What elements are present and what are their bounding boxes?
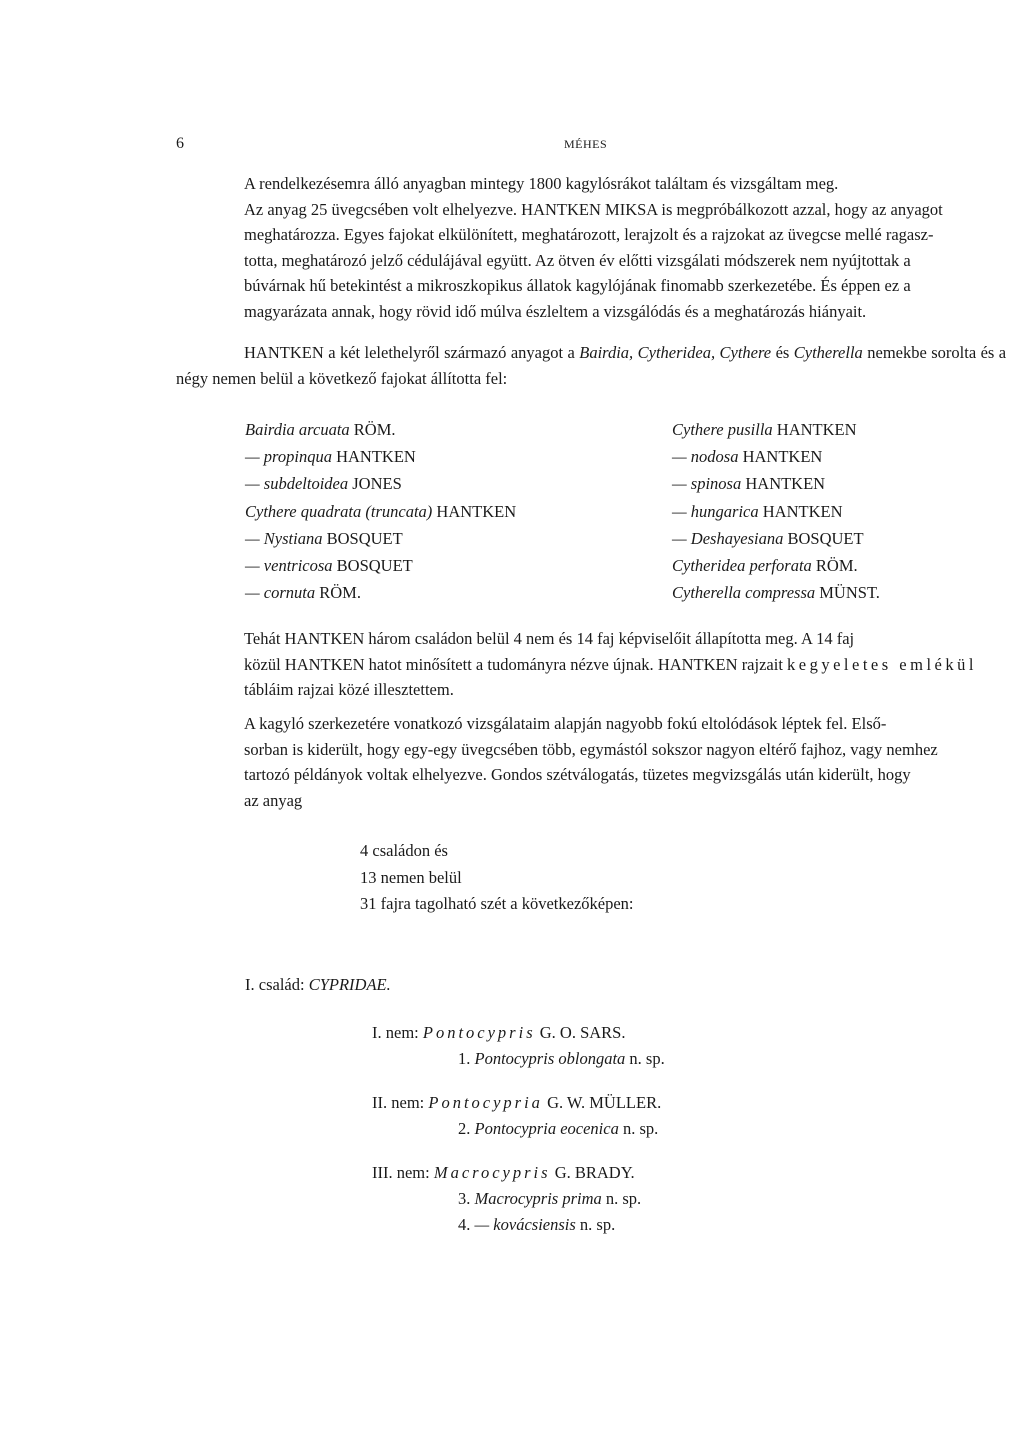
paragraph-4: [176, 711, 1006, 813]
species-suffix: n. sp.: [629, 1049, 665, 1068]
text-span: Tehát: [244, 629, 281, 648]
text-span: hatot minősített a tudományra nézve újnak.: [368, 654, 654, 674]
species-entry: [672, 525, 880, 552]
species-line: [372, 1212, 665, 1238]
text-line: Az anyag 25 üvegcsében volt elhelyezve. HANTKEN MIKSA is megpróbálkozott azzal, hogy az anyagot: [244, 199, 943, 219]
species-name: Bairdia arcuata: [245, 420, 350, 439]
species-name: Cythere pusilla: [672, 420, 773, 439]
spacer: [372, 1072, 665, 1090]
text-span: és: [775, 343, 790, 362]
species-suffix: n. sp.: [605, 1189, 642, 1208]
paragraph-3: [176, 626, 1006, 703]
species-entry: [245, 470, 516, 497]
species-name: — ventricosa: [245, 556, 333, 576]
summary-line: 13 nemen belül: [360, 867, 462, 887]
species-name: Cytherella compressa: [672, 583, 816, 603]
author-name: HANTKEN: [244, 343, 324, 362]
genus-author: G. O. SARS.: [539, 1023, 626, 1042]
genus-name: Pontocypria: [428, 1093, 543, 1112]
species-entry: [672, 470, 880, 497]
spaced-text: kegyeletes emlékül: [787, 654, 977, 674]
species-list-left: [245, 416, 516, 606]
author-name: HANTKEN: [284, 654, 365, 674]
species-entry: [672, 579, 880, 606]
species-author: JONES: [352, 474, 402, 494]
species-suffix: n. sp.: [622, 1119, 659, 1138]
author-name: HANTKEN: [657, 654, 738, 674]
summary-line: 4 családon és: [360, 841, 448, 860]
species-author: MÜNST.: [819, 583, 880, 603]
species-name: — cornuta: [245, 583, 316, 603]
species-number: 2.: [458, 1119, 471, 1138]
text-line: A rendelkezésemra álló anyagban mintegy 1800 kagylósrákot találtam és vizsgáltam meg.: [244, 174, 839, 193]
text-span: rajzait: [741, 654, 783, 674]
species-line: [372, 1186, 665, 1212]
family-name: CYPRIDAE.: [308, 975, 391, 994]
species-entry: [672, 443, 880, 470]
rank-label: II. nem:: [372, 1093, 425, 1112]
text-line: [176, 626, 1006, 652]
text-span: három családon belül 4 nem és 14 faj képviselőit állapította meg. A 14 faj: [368, 629, 855, 648]
species-author: HANTKEN: [762, 501, 843, 521]
species-author: HANTKEN: [742, 447, 823, 467]
text-line: sorban is kiderült, hogy egy-egy üvegcsében több, egymástól sokszor nagyon eltérő fajhoz, vagy nemhez: [244, 739, 938, 759]
species-entry: [672, 498, 880, 525]
paragraph-1: [176, 171, 1006, 325]
species-name: Cythere quadrata (truncata): [245, 501, 433, 521]
species-entry: [672, 552, 880, 579]
species-number: 3.: [458, 1189, 471, 1208]
species-entry: [245, 525, 516, 552]
species-entry: [672, 416, 880, 443]
species-author: HANTKEN: [436, 501, 517, 521]
genus-author: G. BRADY.: [554, 1163, 635, 1182]
family-label: I. család:: [245, 975, 305, 994]
species-author: HANTKEN: [745, 474, 826, 494]
genus-name: Macrocypris: [433, 1163, 551, 1182]
genus-heading: [372, 1090, 665, 1116]
species-suffix: n. sp.: [579, 1215, 616, 1234]
page-number: 6: [176, 135, 184, 152]
genus-heading: [372, 1020, 665, 1046]
running-head: MÉHES: [564, 137, 608, 151]
species-entry: [245, 579, 516, 606]
text-line: totta, meghatározó jelző cédulájával együtt. Az ötven év előtti vizsgálati módszerek nem nyújtottak a: [244, 250, 911, 270]
genus-name: Bairdia,: [579, 343, 634, 362]
text-line: az anyag: [244, 790, 303, 810]
species-entry: [245, 416, 516, 443]
species-entry: [245, 498, 516, 525]
text-line: tábláim rajzai közé illesztettem.: [244, 680, 454, 700]
summary-line: 31 fajra tagolható szét a következőképen:: [360, 894, 634, 913]
species-author: BOSQUET: [326, 528, 403, 548]
species-name: Pontocypris oblongata: [474, 1049, 626, 1068]
species-number: 4.: [458, 1215, 471, 1234]
species-name: — kovácsiensis: [474, 1215, 576, 1234]
taxa-list: [372, 1020, 665, 1238]
species-name: — Nystiana: [245, 528, 323, 548]
species-name: — propinqua: [245, 447, 332, 467]
spacer: [372, 1142, 665, 1160]
species-author: BOSQUET: [787, 528, 864, 548]
genus-name: Cythere: [719, 343, 772, 362]
species-author: HANTKEN: [336, 447, 416, 467]
genus-heading: [372, 1160, 665, 1186]
species-name: — Deshayesiana: [672, 528, 784, 548]
rank-label: I. nem:: [372, 1023, 419, 1042]
species-entry: [245, 552, 516, 579]
text-span: közül: [244, 654, 281, 674]
summary-block: [360, 838, 634, 918]
genus-name: Pontocypris: [422, 1023, 536, 1042]
species-name: Cytheridea perforata: [672, 556, 812, 576]
species-number: 1.: [458, 1049, 471, 1068]
species-name: — nodosa: [672, 447, 739, 467]
species-name: Macrocypris prima: [474, 1189, 602, 1208]
species-list-right: [672, 416, 880, 606]
text-line: meghatározza. Egyes fajokat elkülönített, meghatározott, lerajzolt és a rajzokat az üvegcse mellé ragasz-: [244, 225, 934, 245]
species-line: [372, 1116, 665, 1142]
rank-label: III. nem:: [372, 1163, 430, 1182]
species-name: — hungarica: [672, 501, 759, 521]
text-line: magyarázata annak, hogy rövid idő múlva észleltem a vizsgálódás és a meghatározás hiányait.: [244, 301, 867, 321]
species-name: — spinosa: [672, 474, 742, 494]
genus-name: Cytherella: [793, 343, 863, 362]
paragraph-2: [176, 340, 1006, 391]
text-line: [176, 652, 1006, 678]
species-name: — subdeltoidea: [245, 474, 349, 494]
family-heading: [245, 975, 391, 995]
species-entry: [245, 443, 516, 470]
genus-author: G. W. MÜLLER.: [547, 1093, 662, 1112]
species-line: [372, 1046, 665, 1072]
species-author: RÖM.: [319, 583, 361, 603]
text-line: tartozó példányok voltak elhelyezve. Gondos szétválogatás, tüzetes megvizsgálás után kiderült, hogy: [244, 765, 911, 785]
genus-name: Cytheridea,: [637, 343, 716, 362]
species-author: HANTKEN: [776, 420, 857, 439]
text-line: A kagyló szerkezetére vonatkozó vizsgálataim alapján nagyobb fokú eltolódások léptek fel. Első-: [244, 714, 887, 733]
text-span: nemekbe sorolta és a négy nemen belül a következő fajokat állította fel:: [176, 343, 1007, 388]
species-name: Pontocypria eocenica: [474, 1119, 619, 1138]
author-name: HANTKEN: [284, 629, 365, 648]
text-line: búvárnak hű betekintést a mikroszkopikus állatok kagylójának finomabb szerkezetébe. És éppen ez a: [244, 276, 911, 296]
species-author: BOSQUET: [336, 556, 413, 576]
text-span: a két lelethelyről származó anyagot a: [328, 343, 575, 362]
species-author: RÖM.: [353, 420, 396, 439]
species-author: RÖM.: [815, 556, 858, 576]
